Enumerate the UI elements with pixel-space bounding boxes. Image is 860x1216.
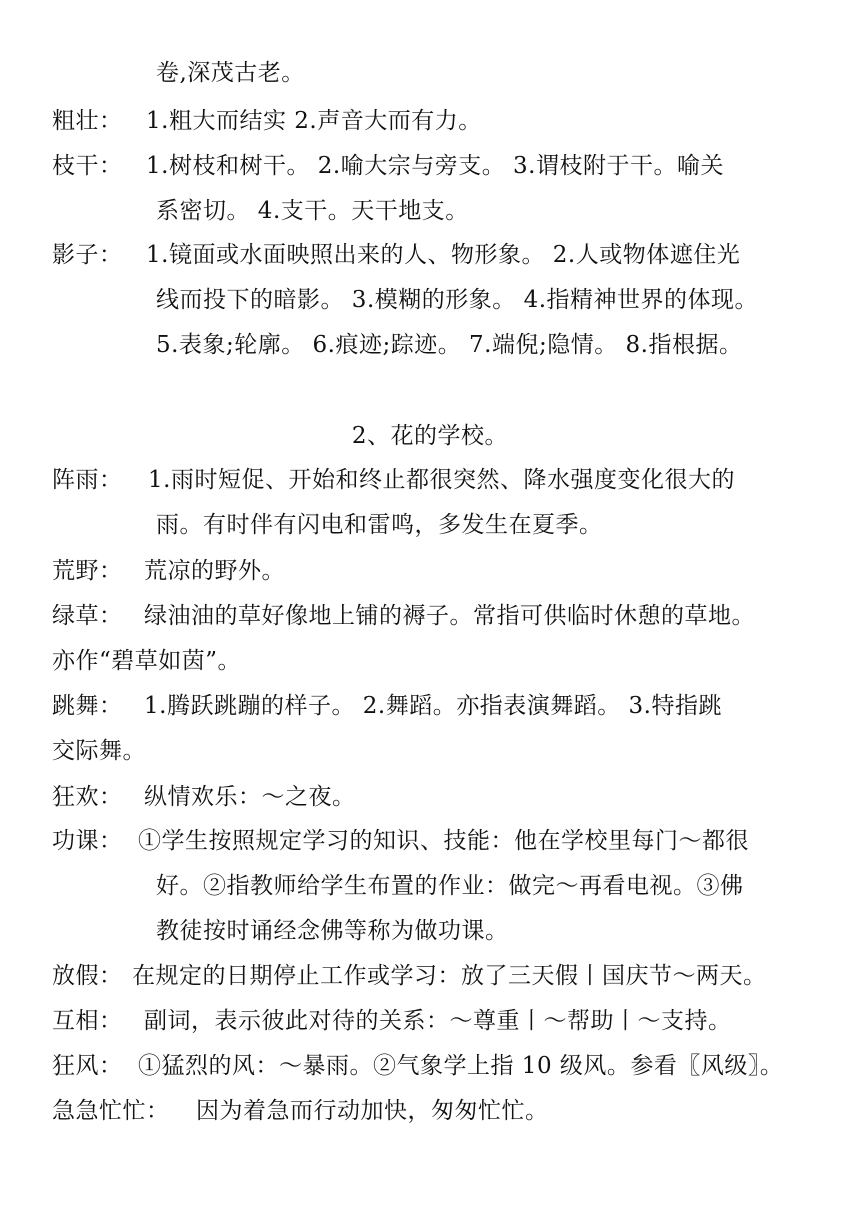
entry-definition: ①猛烈的风：～暴雨。②气象学上指 10 级风。参看〖风级〗。 <box>138 1053 784 1079</box>
entry-definition: 1.树枝和树干。 2.喻大宗与旁支。 3.谓枝附于干。喻关 <box>146 153 724 179</box>
line-text: 5.表象;轮廓。 6.痕迹;踪迹。 7.端倪;隐情。 8.指根据。 <box>156 332 743 358</box>
entry-zhigan <box>52 151 830 181</box>
continuation-line <box>52 646 830 676</box>
entry-term: 互相： <box>52 1008 123 1034</box>
entry-definition: 1.雨时短促、开始和终止都很突然、降水强度变化很大的 <box>148 467 735 493</box>
entry-term: 绿草： <box>52 603 123 629</box>
line-text: 好。②指教师给学生布置的作业：做完～再看电视。③佛 <box>156 873 744 899</box>
entry-definition: 在规定的日期停止工作或学习：放了三天假丨国庆节～两天。 <box>132 963 767 989</box>
entry-zhenyu <box>52 465 830 495</box>
entry-jijimangmang <box>52 1096 830 1126</box>
entry-gongke <box>52 826 830 856</box>
entry-term: 放假： <box>52 963 123 989</box>
continuation-line <box>156 285 830 315</box>
entry-term: 枝干： <box>52 153 123 179</box>
entry-definition: 1.粗大而结实 2.声音大而有力。 <box>146 108 482 134</box>
line-text: 系密切。 4.支干。天干地支。 <box>156 198 469 224</box>
entry-cuzhuang <box>52 106 830 136</box>
entry-definition: 1.腾跃跳蹦的样子。 2.舞蹈。亦指表演舞蹈。 3.特指跳 <box>144 693 722 719</box>
entry-definition: 荒凉的野外。 <box>144 558 285 584</box>
entry-term: 粗壮： <box>52 108 123 134</box>
entry-lvcao <box>52 601 830 631</box>
continuation-line <box>156 510 830 540</box>
entry-tiaowu <box>52 691 830 721</box>
line-text: 教徒按时诵经念佛等称为做功课。 <box>156 918 509 944</box>
entry-term: 狂风： <box>52 1053 123 1079</box>
entry-term: 荒野： <box>52 558 123 584</box>
section-title: 2、花的学校。 <box>351 423 509 449</box>
entry-term: 阵雨： <box>52 467 123 493</box>
entry-term: 狂欢： <box>52 784 123 810</box>
entry-definition: 1.镜面或水面映照出来的人、物形象。 2.人或物体遮住光 <box>146 242 741 268</box>
entry-term: 急急忙忙： <box>52 1098 170 1124</box>
entry-term: 影子： <box>52 242 123 268</box>
entry-definition: 因为着急而行动加快，匆匆忙忙。 <box>196 1098 549 1124</box>
entry-term: 跳舞： <box>52 693 123 719</box>
entry-yingzi <box>52 240 830 270</box>
line-text: 亦作“碧草如茵”。 <box>52 648 242 674</box>
line-text: 卷,深茂古老。 <box>156 60 305 86</box>
entry-definition: ①学生按照规定学习的知识、技能：他在学校里每门～都很 <box>138 828 749 854</box>
continuation-line <box>156 330 830 360</box>
line-text: 雨。有时伴有闪电和雷鸣，多发生在夏季。 <box>156 512 603 538</box>
entry-definition: 副词，表示彼此对待的关系：～尊重丨～帮助丨～支持。 <box>144 1008 732 1034</box>
continuation-line <box>156 58 830 88</box>
continuation-line <box>156 196 830 226</box>
continuation-line <box>156 916 830 946</box>
entry-definition: 纵情欢乐：～之夜。 <box>144 784 356 810</box>
line-text: 交际舞。 <box>52 738 146 764</box>
line-text: 线而投下的暗影。 3.模糊的形象。 4.指精神世界的体现。 <box>156 287 759 313</box>
entry-term: 功课： <box>52 828 123 854</box>
entry-huxiang <box>52 1006 830 1036</box>
entry-kuanghuan <box>52 782 830 812</box>
continuation-line <box>52 736 830 766</box>
continuation-line <box>156 871 830 901</box>
entry-huangye <box>52 556 830 586</box>
entry-kuangfeng <box>52 1051 830 1081</box>
entry-definition: 绿油油的草好像地上铺的褥子。常指可供临时休憩的草地。 <box>144 603 755 629</box>
entry-fangjia <box>52 961 830 991</box>
